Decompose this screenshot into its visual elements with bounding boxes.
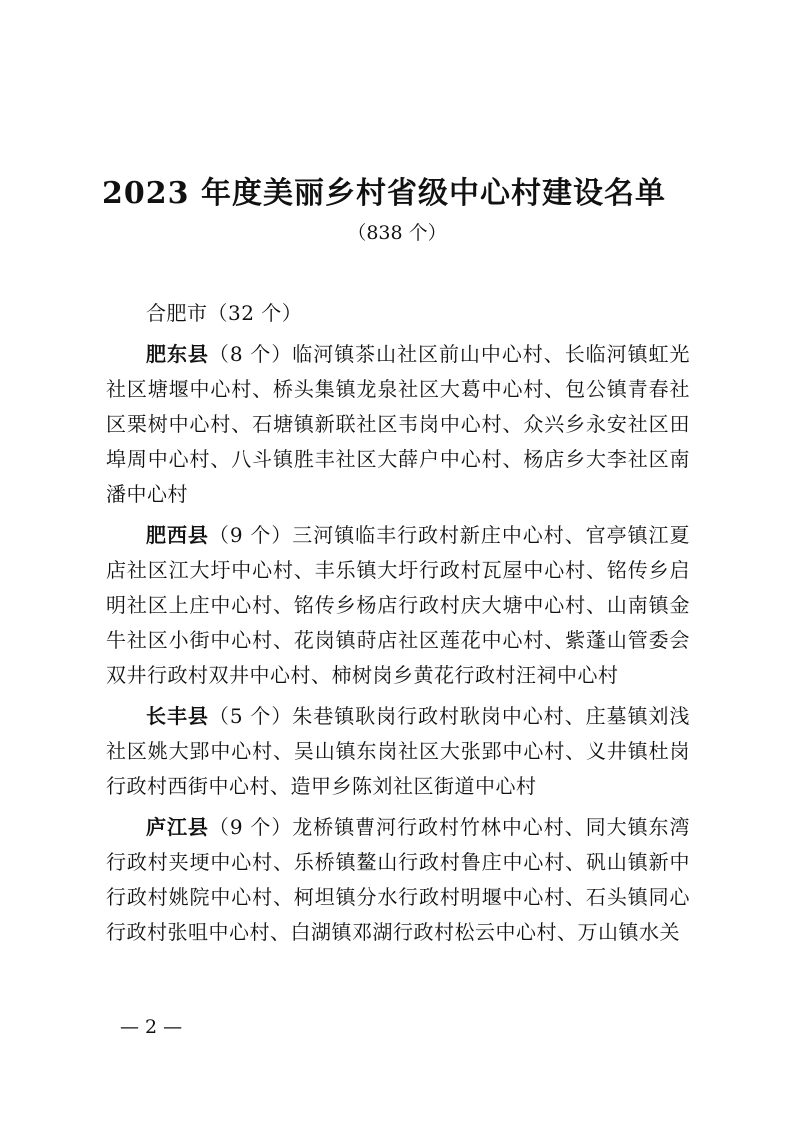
county-village-list: （8 个）临河镇茶山社区前山中心村、长临河镇虹光社区塘堰中心村、桥头集镇龙泉社区大葛中心村、包公镇青春社区栗树中心村、石塘镇新联社区韦岗中心村、众兴乡永安社区田埠周中心村、八斗镇胜丰社区大薛户中心村、杨店乡大李社区南潘中心村 — [106, 342, 690, 506]
county-name: 长丰县 — [146, 704, 209, 728]
document-body — [106, 296, 690, 950]
county-name: 肥西县 — [146, 523, 209, 547]
county-paragraph — [106, 518, 690, 693]
page-number: — 2 — — [120, 1016, 183, 1038]
county-village-list: （9 个）龙桥镇曹河行政村竹林中心村、同大镇东湾行政村夹埂中心村、乐桥镇鳌山行政村鲁庄中心村、矾山镇新中行政村姚院中心村、柯坦镇分水行政村明堰中心村、石头镇同心行政村张咀中心村、白湖镇邓湖行政村松云中心村、万山镇水关 — [106, 815, 690, 944]
county-paragraph — [106, 810, 690, 950]
county-name: 肥东县 — [146, 342, 209, 366]
county-name: 庐江县 — [146, 815, 209, 839]
document-subtitle: （838 个） — [347, 222, 447, 244]
county-paragraph — [106, 699, 690, 804]
county-paragraph — [106, 337, 690, 512]
document-title: 2023 年度美丽乡村省级中心村建设名单 — [102, 176, 666, 211]
county-village-list: （5 个）朱巷镇耿岗行政村耿岗中心村、庄墓镇刘浅社区姚大郢中心村、吴山镇东岗社区大张郢中心村、义井镇杜岗行政村西街中心村、造甲乡陈刘社区街道中心村 — [106, 704, 690, 798]
city-heading: 合肥市（32 个） — [146, 301, 303, 325]
county-village-list: （9 个）三河镇临丰行政村新庄中心村、官亭镇江夏店社区江大圩中心村、丰乐镇大圩行政村瓦屋中心村、铭传乡启明社区上庄中心村、铭传乡杨店行政村庆大塘中心村、山南镇金牛社区小街中心村、花岗镇莳店社区莲花中心村、紫蓬山管委会双井行政村双井中心村、柿树岗乡黄花行政村汪祠中心村 — [106, 523, 690, 687]
